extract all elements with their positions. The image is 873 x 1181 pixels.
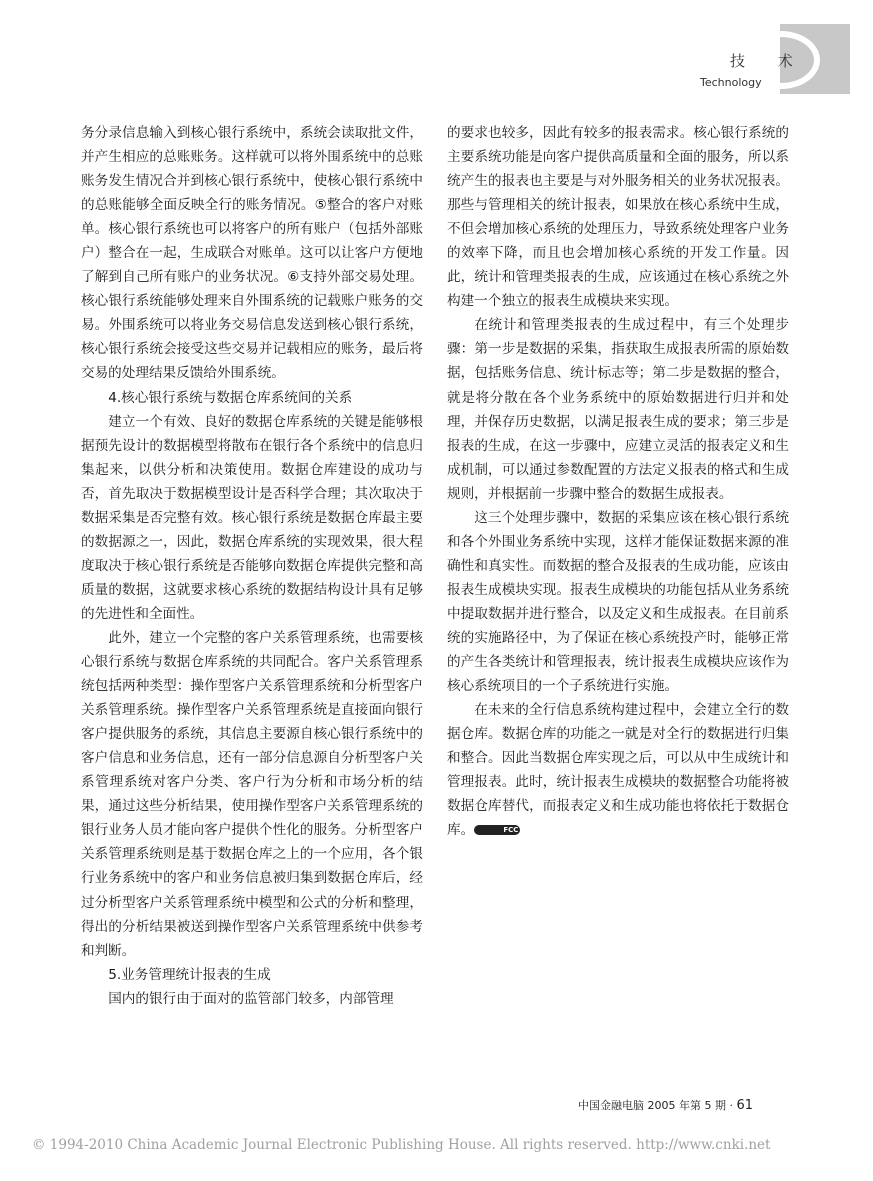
- page-header: [0, 0, 873, 110]
- paragraph: 此外，建立一个完整的客户关系管理系统，也需要核心银行系统与数据仓库系统的共同配合。客户关系管理系统包括两种类型：操作型客户关系管理系统和分析型客户关系管理系统。操作型客户关系管理系统是直接面向银行客户提供服务的系统，其信息主要源自核心银行系统中的客户信息和业务信息，还有一部分信息源自分析型客户关系管理系统对客户分类、客户行为分析和市场分析的结果，通过这些分析结果，使用操作型客户关系管理系统的银行业务人员才能向客户提供个性化的服务。分析型客户关系管理系统则是基于数据仓库之上的一个应用，各个银行业务系统中的客户和业务信息被归集到数据仓库后，经过分析型客户关系管理系统中模型和公式的分析和整理，得出的分析结果被送到操作型客户关系管理系统中供参考和判断。: [81, 629, 423, 959]
- copyright-notice: © 1994-2010 China Academic Journal Electronic Publishing House. All rights reserved. http://www.cnki.net: [32, 1137, 771, 1153]
- section-label: 技 术: [730, 52, 807, 70]
- section-heading-5: 5.业务管理统计报表的生成: [108, 966, 271, 983]
- paragraph: 这三个处理步骤中，数据的采集应该在核心银行系统和各个外围业务系统中实现，这样才能保证数据来源的准确性和真实性。而数据的整合及报表的生成功能，应该由报表生成模块实现。报表生成模块的功能包括从业务系统中提取数据并进行整合，以及定义和生成报表。在目前系统的实施路径中，为了保证在核心系统投产时，能够正常的产生各类统计和管理报表，统计报表生成模块应该作为核心系统项目的一个子系统进行实施。: [447, 509, 789, 695]
- paragraph-text: 在未来的全行信息系统构建过程中，会建立全行的数据仓库。数据仓库的功能之一就是对全行的数据进行归集和整合。因此当数据仓库实现之后，可以从中生成统计和管理报表。此时，统计报表生成模块的数据整合功能将被数据仓库替代，而报表定义和生成功能也将依托于数据仓库。: [447, 702, 789, 839]
- paragraph: 的要求也较多，因此有较多的报表需求。核心银行系统的主要系统功能是向客户提供高质量和全面的服务，所以系统产生的报表也主要是与对外服务相关的业务状况报表。那些与管理相关的统计报表，如果放在核心系统中生成，不但会增加核心系统的处理压力，导致系统处理客户业务的效率下降，而且也会增加核心系统的开发工作量。因此，统计和管理类报表的生成，应该通过在核心系统之外构建一个独立的报表生成模块来实现。: [447, 125, 789, 310]
- section-heading-4: 4.核心银行系统与数据仓库系统间的关系: [108, 389, 353, 406]
- right-column: [447, 121, 789, 842]
- journal-name: 中国金融电脑: [578, 1099, 644, 1112]
- issue-info: 2005 年第 5 期 ·: [647, 1099, 733, 1112]
- paragraph: 建立一个有效、良好的数据仓库系统的关键是能够根据预先设计的数据模型将散布在银行各个系统中的信息归集起来，以供分析和决策使用。数据仓库建设的成功与否，首先取决于数据模型设计是否科学合理；其次取决于数据采集是否完整有效。核心银行系统是数据仓库最主要的数据源之一，因此，数据仓库系统的实现效果，很大程度取决于核心银行系统是否能够向数据仓库提供完整和高质量的数据，这就要求核心系统的数据结构设计具有足够的先进性和全面性。: [81, 413, 423, 622]
- fcc-end-logo: FCC: [474, 825, 520, 835]
- page-footer: [578, 1097, 753, 1113]
- section-label-english: Technology: [700, 76, 762, 89]
- page-number: 61: [736, 1098, 754, 1113]
- paragraph: 在统计和管理类报表的生成过程中，有三个处理步骤：第一步是数据的采集，指获取生成报表所需的原始数据，包括账务信息、统计标志等；第二步是数据的整合，就是将分散在各个业务系统中的原始数据进行归并和处理，并保存历史数据，以满足报表生成的要求；第三步是报表的生成，在这一步骤中，应建立灵活的报表定义和生成机制，可以通过参数配置的方法定义报表的格式和生成规则，并根据前一步骤中整合的数据生成报表。: [447, 317, 789, 502]
- paragraph: 国内的银行由于面对的监管部门较多，内部管理: [108, 990, 394, 1007]
- left-column: [81, 121, 423, 1011]
- paragraph: 务分录信息输入到核心银行系统中，系统会读取批文件，并产生相应的总账账务。这样就可以将外围系统中的总账账务发生情况合并到核心银行系统中，使核心银行系统中的总账能够全面反映全行的账务情况。⑤整合的客户对账单。核心银行系统也可以将客户的所有账户（包括外部账户）整合在一起，生成联合对账单。这可以让客户方便地了解到自己所有账户的业务状况。⑥支持外部交易处理。核心银行系统能够处理来自外围系统的记载账户账务的交易。外围系统可以将业务交易信息发送到核心银行系统，核心银行系统会接受这些交易并记载相应的账务，最后将交易的处理结果反馈给外围系统。: [81, 125, 423, 382]
- paragraph: [447, 698, 789, 842]
